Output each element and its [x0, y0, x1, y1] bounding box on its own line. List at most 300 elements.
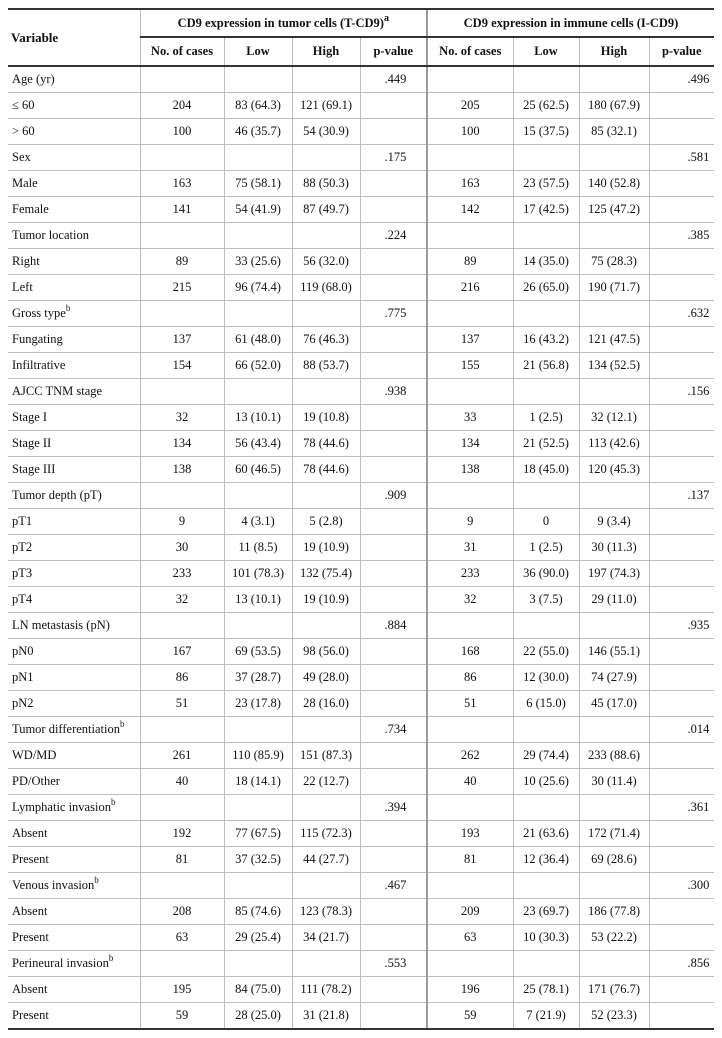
cell-cases-tumor: 30 — [140, 535, 224, 561]
cell-high-immune: 30 (11.4) — [579, 769, 649, 795]
cell-low-immune — [513, 66, 579, 93]
cell-high-immune: 74 (27.9) — [579, 665, 649, 691]
col-header-low-immune: Low — [513, 37, 579, 66]
cell-pvalue-immune: .156 — [649, 379, 714, 405]
cell-high-immune — [579, 795, 649, 821]
cell-low-immune: 26 (65.0) — [513, 275, 579, 301]
cell-pvalue-immune: .632 — [649, 301, 714, 327]
cell-pvalue-immune — [649, 847, 714, 873]
cell-cases-tumor — [140, 795, 224, 821]
table-row — [8, 223, 714, 249]
cell-high-immune — [579, 951, 649, 977]
cell-low-tumor: 83 (64.3) — [224, 93, 292, 119]
cell-pvalue-tumor — [360, 171, 427, 197]
cell-high-immune: 113 (42.6) — [579, 431, 649, 457]
cell-high-tumor: 111 (78.2) — [292, 977, 360, 1003]
cell-pvalue-tumor — [360, 197, 427, 223]
table-row — [8, 873, 714, 899]
row-variable-label: pN2 — [12, 696, 34, 710]
cell-low-immune: 12 (36.4) — [513, 847, 579, 873]
cell-cases-tumor — [140, 145, 224, 171]
row-variable-cell — [8, 275, 140, 301]
table-row — [8, 925, 714, 951]
cell-low-tumor — [224, 379, 292, 405]
cell-pvalue-tumor: .938 — [360, 379, 427, 405]
cell-low-immune: 22 (55.0) — [513, 639, 579, 665]
row-variable-label: Absent — [12, 904, 48, 918]
cell-cases-immune — [427, 223, 513, 249]
cell-cases-tumor: 138 — [140, 457, 224, 483]
cell-high-tumor — [292, 223, 360, 249]
cell-cases-immune — [427, 483, 513, 509]
table-row — [8, 483, 714, 509]
row-variable-label: pT1 — [12, 514, 33, 528]
row-variable-cell — [8, 405, 140, 431]
row-variable-label: Male — [12, 176, 38, 190]
cell-high-tumor — [292, 301, 360, 327]
cell-pvalue-immune — [649, 821, 714, 847]
cell-low-tumor: 60 (46.5) — [224, 457, 292, 483]
cell-pvalue-immune: .137 — [649, 483, 714, 509]
cell-cases-immune — [427, 301, 513, 327]
cell-pvalue-immune — [649, 743, 714, 769]
tumor-cells-group-header — [140, 9, 427, 37]
cell-high-tumor: 119 (68.0) — [292, 275, 360, 301]
cell-pvalue-immune — [649, 899, 714, 925]
variable-header: Variable — [8, 9, 140, 66]
row-variable-cell — [8, 457, 140, 483]
row-variable-cell — [8, 509, 140, 535]
cell-cases-tumor: 215 — [140, 275, 224, 301]
row-variable-label: Tumor differentiation — [12, 722, 120, 736]
cell-pvalue-immune: .361 — [649, 795, 714, 821]
cell-pvalue-tumor — [360, 457, 427, 483]
cell-cases-immune: 51 — [427, 691, 513, 717]
cell-high-immune: 125 (47.2) — [579, 197, 649, 223]
cell-pvalue-tumor — [360, 821, 427, 847]
cell-high-immune: 53 (22.2) — [579, 925, 649, 951]
cell-pvalue-tumor — [360, 769, 427, 795]
cell-high-immune: 121 (47.5) — [579, 327, 649, 353]
cell-pvalue-immune — [649, 93, 714, 119]
cell-pvalue-tumor — [360, 691, 427, 717]
table-header — [8, 9, 714, 66]
cell-low-immune: 3 (7.5) — [513, 587, 579, 613]
footnote-mark: b — [94, 874, 99, 885]
cell-pvalue-tumor — [360, 977, 427, 1003]
cell-low-immune: 6 (15.0) — [513, 691, 579, 717]
cell-high-tumor — [292, 613, 360, 639]
cell-pvalue-tumor — [360, 925, 427, 951]
table-row — [8, 639, 714, 665]
cell-pvalue-tumor: .394 — [360, 795, 427, 821]
cell-low-immune — [513, 873, 579, 899]
table-row — [8, 535, 714, 561]
row-variable-label: Age (yr) — [12, 72, 55, 86]
cell-low-tumor: 66 (52.0) — [224, 353, 292, 379]
cell-cases-immune: 137 — [427, 327, 513, 353]
cell-high-immune — [579, 223, 649, 249]
cell-cases-immune — [427, 873, 513, 899]
cell-cases-immune: 100 — [427, 119, 513, 145]
cell-low-tumor: 13 (10.1) — [224, 405, 292, 431]
cell-high-tumor — [292, 951, 360, 977]
cell-cases-immune: 89 — [427, 249, 513, 275]
cell-cases-immune: 86 — [427, 665, 513, 691]
cell-low-immune — [513, 379, 579, 405]
cell-high-immune: 52 (23.3) — [579, 1003, 649, 1030]
row-variable-cell — [8, 691, 140, 717]
cell-cases-immune: 196 — [427, 977, 513, 1003]
row-variable-label: pT3 — [12, 566, 33, 580]
cell-cases-immune: 262 — [427, 743, 513, 769]
row-variable-label: Female — [12, 202, 49, 216]
cell-low-tumor — [224, 795, 292, 821]
cell-cases-immune — [427, 951, 513, 977]
row-variable-label: Stage I — [12, 410, 48, 424]
cell-pvalue-tumor — [360, 431, 427, 457]
cell-cases-tumor: 163 — [140, 171, 224, 197]
cell-pvalue-tumor — [360, 249, 427, 275]
cell-high-tumor: 121 (69.1) — [292, 93, 360, 119]
cell-pvalue-immune — [649, 275, 714, 301]
cell-cases-tumor: 81 — [140, 847, 224, 873]
cell-high-immune — [579, 66, 649, 93]
cell-high-immune: 75 (28.3) — [579, 249, 649, 275]
row-variable-label: WD/MD — [12, 748, 57, 762]
cell-cases-tumor: 233 — [140, 561, 224, 587]
cell-high-tumor: 56 (32.0) — [292, 249, 360, 275]
cell-cases-immune: 193 — [427, 821, 513, 847]
table-row — [8, 951, 714, 977]
cell-cases-tumor — [140, 66, 224, 93]
row-variable-cell — [8, 951, 140, 977]
cell-pvalue-tumor — [360, 535, 427, 561]
table-row — [8, 1003, 714, 1030]
cell-high-tumor: 123 (78.3) — [292, 899, 360, 925]
table-row — [8, 171, 714, 197]
cell-high-tumor: 98 (56.0) — [292, 639, 360, 665]
table-row — [8, 119, 714, 145]
cell-high-tumor: 132 (75.4) — [292, 561, 360, 587]
table-row — [8, 457, 714, 483]
cell-low-immune — [513, 795, 579, 821]
row-variable-cell — [8, 197, 140, 223]
cell-high-immune: 190 (71.7) — [579, 275, 649, 301]
col-header-high-immune: High — [579, 37, 649, 66]
cell-cases-tumor: 100 — [140, 119, 224, 145]
cell-pvalue-tumor: .467 — [360, 873, 427, 899]
cell-cases-immune: 40 — [427, 769, 513, 795]
row-variable-cell — [8, 483, 140, 509]
row-variable-label: PD/Other — [12, 774, 60, 788]
row-variable-cell — [8, 639, 140, 665]
cell-high-tumor — [292, 873, 360, 899]
row-variable-cell — [8, 873, 140, 899]
row-variable-cell — [8, 535, 140, 561]
cell-pvalue-tumor — [360, 353, 427, 379]
table-row — [8, 587, 714, 613]
cell-pvalue-tumor — [360, 119, 427, 145]
row-variable-cell — [8, 327, 140, 353]
cell-pvalue-immune: .496 — [649, 66, 714, 93]
cell-cases-immune: 138 — [427, 457, 513, 483]
cell-pvalue-tumor — [360, 275, 427, 301]
table-row — [8, 145, 714, 171]
cell-low-immune: 17 (42.5) — [513, 197, 579, 223]
cell-low-tumor: 101 (78.3) — [224, 561, 292, 587]
col-header-cases-immune: No. of cases — [427, 37, 513, 66]
cell-pvalue-tumor: .175 — [360, 145, 427, 171]
cell-high-immune: 233 (88.6) — [579, 743, 649, 769]
cell-high-tumor — [292, 717, 360, 743]
table-row — [8, 249, 714, 275]
cell-low-immune: 16 (43.2) — [513, 327, 579, 353]
cell-low-immune: 0 — [513, 509, 579, 535]
row-variable-cell — [8, 977, 140, 1003]
cell-high-tumor: 78 (44.6) — [292, 431, 360, 457]
cell-pvalue-immune — [649, 197, 714, 223]
table-row — [8, 717, 714, 743]
cell-cases-immune: 31 — [427, 535, 513, 561]
cell-high-immune: 180 (67.9) — [579, 93, 649, 119]
table-row — [8, 301, 714, 327]
cell-cases-tumor: 86 — [140, 665, 224, 691]
cell-high-tumor: 44 (27.7) — [292, 847, 360, 873]
row-variable-cell — [8, 379, 140, 405]
cell-high-immune — [579, 873, 649, 899]
cell-low-tumor: 37 (32.5) — [224, 847, 292, 873]
cell-high-immune: 69 (28.6) — [579, 847, 649, 873]
table-row — [8, 379, 714, 405]
cell-high-immune — [579, 483, 649, 509]
cell-low-tumor — [224, 301, 292, 327]
table-row — [8, 509, 714, 535]
row-variable-cell — [8, 769, 140, 795]
cell-low-immune: 36 (90.0) — [513, 561, 579, 587]
cell-low-tumor — [224, 873, 292, 899]
cell-high-tumor: 49 (28.0) — [292, 665, 360, 691]
cell-cases-immune — [427, 795, 513, 821]
cell-low-immune: 25 (78.1) — [513, 977, 579, 1003]
cell-low-immune — [513, 951, 579, 977]
row-variable-cell — [8, 431, 140, 457]
cell-low-tumor — [224, 66, 292, 93]
cell-pvalue-tumor — [360, 847, 427, 873]
cell-pvalue-tumor — [360, 405, 427, 431]
cell-pvalue-immune — [649, 1003, 714, 1030]
col-header-cases-tumor: No. of cases — [140, 37, 224, 66]
cell-cases-tumor — [140, 301, 224, 327]
cell-low-tumor: 4 (3.1) — [224, 509, 292, 535]
table-row — [8, 405, 714, 431]
cell-low-tumor — [224, 223, 292, 249]
cell-cases-tumor: 89 — [140, 249, 224, 275]
cell-high-tumor — [292, 66, 360, 93]
cell-pvalue-immune — [649, 119, 714, 145]
table-row — [8, 66, 714, 93]
cell-high-immune: 146 (55.1) — [579, 639, 649, 665]
cell-pvalue-immune: .581 — [649, 145, 714, 171]
cell-low-tumor: 11 (8.5) — [224, 535, 292, 561]
cell-low-immune — [513, 223, 579, 249]
cell-low-immune: 21 (56.8) — [513, 353, 579, 379]
cell-cases-tumor — [140, 873, 224, 899]
row-variable-cell — [8, 795, 140, 821]
cell-pvalue-tumor — [360, 327, 427, 353]
cell-high-immune: 172 (71.4) — [579, 821, 649, 847]
cell-high-immune: 140 (52.8) — [579, 171, 649, 197]
cell-high-tumor: 151 (87.3) — [292, 743, 360, 769]
cell-pvalue-immune — [649, 639, 714, 665]
table-row — [8, 691, 714, 717]
cell-pvalue-tumor — [360, 561, 427, 587]
row-variable-cell — [8, 66, 140, 93]
cell-pvalue-immune — [649, 327, 714, 353]
row-variable-cell — [8, 353, 140, 379]
cell-cases-immune: 142 — [427, 197, 513, 223]
cell-low-immune: 10 (25.6) — [513, 769, 579, 795]
cell-high-immune: 45 (17.0) — [579, 691, 649, 717]
cell-low-tumor — [224, 483, 292, 509]
cell-high-tumor: 5 (2.8) — [292, 509, 360, 535]
cell-high-immune: 32 (12.1) — [579, 405, 649, 431]
row-variable-label: Stage II — [12, 436, 52, 450]
cell-cases-tumor: 167 — [140, 639, 224, 665]
cell-cases-tumor: 141 — [140, 197, 224, 223]
cell-pvalue-immune — [649, 405, 714, 431]
cell-cases-immune: 81 — [427, 847, 513, 873]
cell-cases-tumor: 208 — [140, 899, 224, 925]
cell-pvalue-immune: .385 — [649, 223, 714, 249]
cell-high-tumor: 31 (21.8) — [292, 1003, 360, 1030]
row-variable-label: Present — [12, 930, 49, 944]
table-row — [8, 795, 714, 821]
tumor-group-footnote-mark: a — [383, 12, 389, 24]
cell-high-tumor: 28 (16.0) — [292, 691, 360, 717]
table-row — [8, 847, 714, 873]
immune-cells-group-header: CD9 expression in immune cells (I-CD9) — [427, 9, 714, 37]
cell-high-tumor: 76 (46.3) — [292, 327, 360, 353]
cell-pvalue-immune: .935 — [649, 613, 714, 639]
cell-low-immune — [513, 301, 579, 327]
row-variable-cell — [8, 561, 140, 587]
cell-high-tumor: 19 (10.8) — [292, 405, 360, 431]
cell-pvalue-tumor — [360, 899, 427, 925]
cell-cases-tumor: 195 — [140, 977, 224, 1003]
cell-high-immune: 9 (3.4) — [579, 509, 649, 535]
cell-pvalue-tumor — [360, 639, 427, 665]
row-variable-label: Fungating — [12, 332, 63, 346]
cell-low-immune: 29 (74.4) — [513, 743, 579, 769]
cell-high-immune — [579, 145, 649, 171]
cell-cases-tumor — [140, 717, 224, 743]
cell-high-tumor: 115 (72.3) — [292, 821, 360, 847]
cell-pvalue-immune: .856 — [649, 951, 714, 977]
row-variable-cell — [8, 821, 140, 847]
cell-low-immune: 23 (57.5) — [513, 171, 579, 197]
table-row — [8, 899, 714, 925]
cell-low-tumor — [224, 717, 292, 743]
cell-low-tumor: 37 (28.7) — [224, 665, 292, 691]
cell-pvalue-immune — [649, 977, 714, 1003]
cell-pvalue-tumor: .734 — [360, 717, 427, 743]
cell-low-immune — [513, 717, 579, 743]
cell-pvalue-immune — [649, 691, 714, 717]
cd9-expression-table — [8, 8, 714, 1030]
cell-pvalue-tumor — [360, 1003, 427, 1030]
cell-cases-tumor: 134 — [140, 431, 224, 457]
cell-cases-tumor — [140, 613, 224, 639]
cell-pvalue-tumor: .449 — [360, 66, 427, 93]
cell-cases-tumor: 9 — [140, 509, 224, 535]
tumor-group-title: CD9 expression in tumor cells (T-CD9) — [177, 16, 384, 30]
cell-low-immune — [513, 483, 579, 509]
row-variable-label: Present — [12, 1008, 49, 1022]
cell-low-immune: 7 (21.9) — [513, 1003, 579, 1030]
cell-low-tumor: 18 (14.1) — [224, 769, 292, 795]
cell-high-immune: 134 (52.5) — [579, 353, 649, 379]
cell-high-immune: 197 (74.3) — [579, 561, 649, 587]
cell-cases-tumor: 32 — [140, 587, 224, 613]
cell-cases-tumor: 204 — [140, 93, 224, 119]
cell-low-tumor: 75 (58.1) — [224, 171, 292, 197]
row-variable-label: Tumor depth (pT) — [12, 488, 102, 502]
cell-cases-tumor: 40 — [140, 769, 224, 795]
table-row — [8, 353, 714, 379]
row-variable-label: > 60 — [12, 124, 35, 138]
row-variable-label: Right — [12, 254, 40, 268]
cell-high-immune: 29 (11.0) — [579, 587, 649, 613]
cell-cases-tumor: 51 — [140, 691, 224, 717]
cell-low-immune: 15 (37.5) — [513, 119, 579, 145]
footnote-mark: b — [110, 796, 116, 807]
cell-cases-tumor: 59 — [140, 1003, 224, 1030]
cell-pvalue-tumor: .884 — [360, 613, 427, 639]
cell-cases-tumor: 154 — [140, 353, 224, 379]
cell-low-immune: 21 (52.5) — [513, 431, 579, 457]
cell-pvalue-immune — [649, 769, 714, 795]
cell-high-immune: 85 (32.1) — [579, 119, 649, 145]
cell-high-tumor — [292, 145, 360, 171]
cell-pvalue-tumor: .224 — [360, 223, 427, 249]
cell-cases-immune: 32 — [427, 587, 513, 613]
footnote-mark: b — [119, 718, 125, 729]
table-row — [8, 93, 714, 119]
footnote-mark: b — [65, 302, 71, 313]
row-variable-label: Tumor location — [12, 228, 89, 242]
cell-high-tumor: 19 (10.9) — [292, 587, 360, 613]
cell-pvalue-tumor: .553 — [360, 951, 427, 977]
cell-low-tumor: 61 (48.0) — [224, 327, 292, 353]
row-variable-label: Lymphatic invasion — [12, 800, 111, 814]
cell-cases-immune: 209 — [427, 899, 513, 925]
row-variable-cell — [8, 899, 140, 925]
col-header-high-tumor: High — [292, 37, 360, 66]
cell-low-tumor — [224, 951, 292, 977]
row-variable-label: AJCC TNM stage — [12, 384, 103, 398]
cell-high-tumor: 34 (21.7) — [292, 925, 360, 951]
cell-low-immune: 1 (2.5) — [513, 405, 579, 431]
row-variable-label: ≤ 60 — [12, 98, 35, 112]
cell-pvalue-tumor: .775 — [360, 301, 427, 327]
row-variable-label: Infiltrative — [12, 358, 66, 372]
row-variable-cell — [8, 301, 140, 327]
table-row — [8, 561, 714, 587]
row-variable-cell — [8, 171, 140, 197]
cell-cases-tumor — [140, 223, 224, 249]
row-variable-cell — [8, 119, 140, 145]
